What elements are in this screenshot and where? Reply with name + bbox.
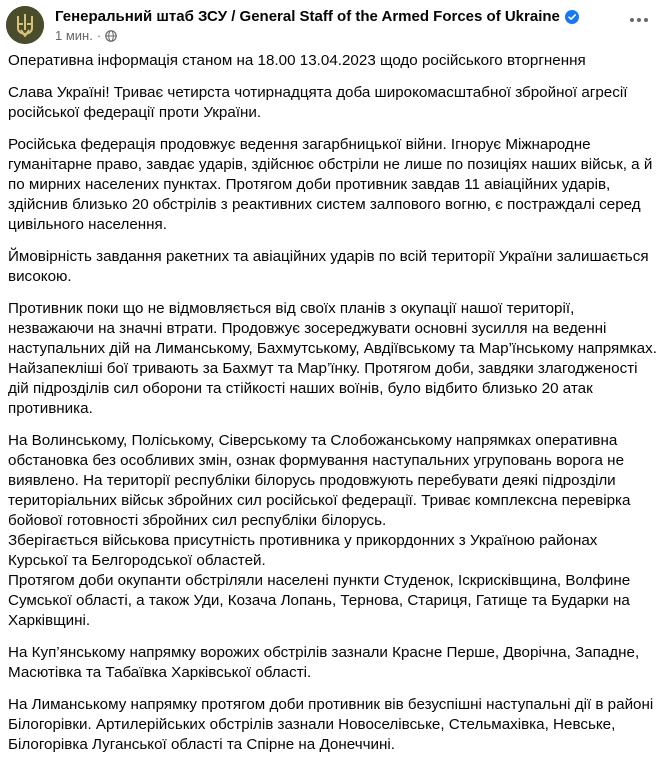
author-line xyxy=(55,8,579,25)
post-paragraph: Зберігається військова присутність противника у прикордонних з Україною районах Курської та Белгородської областей. xyxy=(8,532,598,569)
more-dot xyxy=(630,18,634,22)
post-paragraph: На Лиманському напрямку протягом доби противник вів безуспішні наступальні дії в районі Білогорівки. Артилерійських обстрілів зазнали Новоселівське, Стельмахівка, Невське, Білогорівка Луганської області та Спірне на Донеччині. xyxy=(8,696,654,753)
post-paragraph: Протягом доби окупанти обстріляли населені пункти Студенок, Іскрисківщина, Волфине Сумської області, а також Уди, Козача Лопань, Тернова, Стариця, Гатище та Бударки на Харківщині. xyxy=(8,572,631,629)
post-paragraph: На Куп’янському напрямку ворожих обстрілів зазнали Красне Перше, Дворічна, Западне, Масютівка та Табаївка Харківської області. xyxy=(8,644,640,681)
post-body xyxy=(8,51,658,767)
verified-badge-icon xyxy=(565,10,579,24)
post-paragraph: Російська федерація продовжує ведення загарбницької війни. Ігнорує Міжнародне гуманітарне право, завдає ударів, здійснює обстріли не лише по позиціях наших військ, а й по мирних населених пунктах. Протягом доби противник завдав 11 авіаційних ударів, здійснив близько 20 обстрілів з реактивних систем залпового вогню, є постраждалі серед цивільного населення. xyxy=(8,136,653,233)
post-paragraph: На Волинському, Поліському, Сіверському та Слобожанському напрямках оперативна обстановка без особливих змін, ознак формування наступальних угруповань ворога не виявлено. На території республіки білорусь продовжують перебувати деякі підрозділи територіальних військ збройних сил російської федерації. Триває комплексна перевірка бойової готовності збройних сил республіки білорусь. xyxy=(8,432,631,529)
post-header xyxy=(0,0,665,48)
post-paragraph: Ймовірність завдання ракетних та авіаційних ударів по всій території України залишається високою. xyxy=(8,248,649,285)
page-avatar[interactable] xyxy=(6,6,44,44)
post-meta xyxy=(55,28,117,43)
meta-separator: · xyxy=(96,28,102,43)
more-options-icon[interactable] xyxy=(627,10,651,30)
post-paragraph: Оперативна інформація станом на 18.00 13.04.2023 щодо російського вторгнення xyxy=(8,52,586,69)
trident-emblem-icon xyxy=(6,6,44,44)
post-time[interactable]: 1 мин. xyxy=(55,28,93,43)
globe-icon xyxy=(105,30,117,42)
more-dot xyxy=(637,18,641,22)
post-paragraph: Противник поки що не відмовляється від своїх планів з окупації нашої території, незважаючи на значні втрати. Продовжує зосереджувати основні зусилля на веденні наступальних дій на Лиманському, Бахмутському, Авдіївському та Мар’їнському напрямках. Найзапекліші бої тривають за Бахмут та Мар’їнку. Протягом доби, завдяки злагодженості дій підрозділів сил оборони та стійкості наших воїнів, було відбито близько 20 атак противника. xyxy=(8,300,657,417)
post-paragraph: Слава Україні! Триває четирста чотирнадцята доба широкомасштабної збройної агресії російської федерації проти України. xyxy=(8,84,628,121)
author-name[interactable]: Генеральний штаб ЗСУ / General Staff of the Armed Forces of Ukraine xyxy=(55,8,560,25)
more-dot xyxy=(644,18,648,22)
